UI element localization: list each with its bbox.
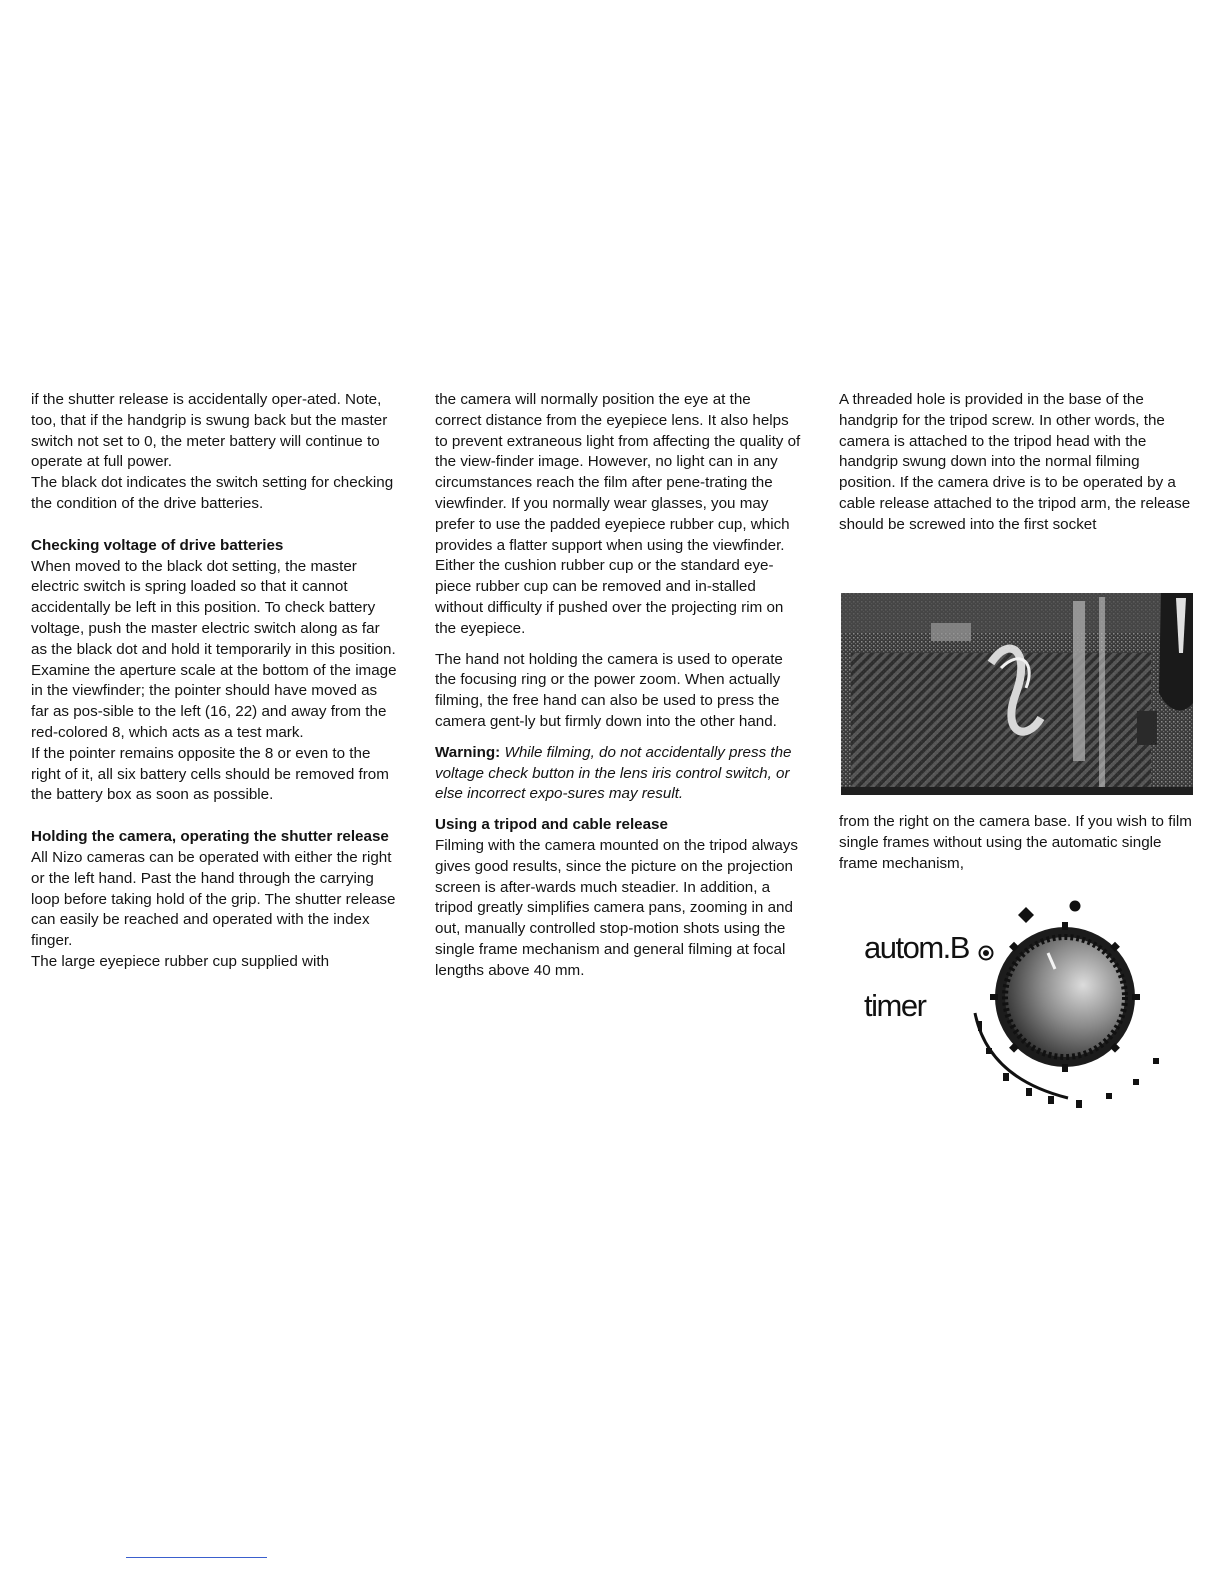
text-column-3	[839, 390, 1199, 536]
paragraph: A threaded hole is provided in the base of the handgrip for the tripod screw. In other words, the camera is attached to the tripod head with the handgrip swung down into the normal filming position. If the camera drive is to be operated by a cable release attached to the tripod arm, the release should be screwed into the first socket	[839, 391, 1191, 533]
dial-label-timer: timer	[864, 988, 926, 1023]
text-column-3-continued	[839, 812, 1199, 874]
paragraph: Filming with the camera mounted on the tripod always gives good results, since the picture on the projection screen is after-wards much steadier. In addition, a tripod greatly simplifies camera pans, zooming in and out, manually controlled stop-motion shots using the single frame mechanism and general filming at focal lengths above 40 mm.	[435, 836, 798, 979]
section-heading-tripod: Using a tripod and cable release	[435, 816, 668, 834]
camera-base-photo	[841, 593, 1193, 795]
warning-text: While filming, do not accidentally press the voltage check button in the lens iris control switch, or else incorrect expo-sures may result.	[435, 743, 792, 803]
text-column-1	[31, 390, 399, 973]
paragraph: the camera will normally position the eye at the correct distance from the eyepiece lens. It also helps to prevent extraneous light from affecting the quality of the view-finder image. However, no light can in any circumstances reach the film after pene-trating the viewfinder. If you normally wear glasses, you may prefer to use the padded eyepiece rubber cup, which provides a flatter support when using the viewfinder. Either the cushion rubber cup or the standard eye-piece rubber cup can be removed and in-stalled without difficulty if pushed over the projecting rim on the eyepiece.	[435, 391, 801, 637]
dial-label-autom: autom.B	[864, 930, 969, 965]
section-heading-battery-voltage: Checking voltage of drive batteries	[31, 536, 284, 554]
paragraph: All Nizo cameras can be operated with either the right or the left hand. Past the hand through the carrying loop before taking hold of the grip. The shutter release can easily be reached and operated with the index finger.	[31, 848, 396, 950]
section-heading-holding-camera: Holding the camera, operating the shutter release	[31, 828, 389, 846]
paragraph: When moved to the black dot setting, the master electric switch is spring loaded so that it cannot accidentally be left in this position. To check battery voltage, push the master electric switch along as far as the black dot and hold it temporarily in this position. Examine the aperture scale at the bottom of the image in the viewfinder; the pointer should have moved as far as pos-sible to the left (16, 22) and away from the red-colored 8, which acts as a test mark.	[31, 557, 397, 741]
paragraph: if the shutter release is accidentally oper-ated. Note, too, that if the handgrip is swung back but the master switch not set to 0, the meter battery will continue to operate at full power.	[31, 391, 388, 471]
paragraph: If the pointer remains opposite the 8 or even to the right of it, all six battery cells should be removed from the battery box as soon as possible.	[31, 744, 389, 804]
paragraph: from the right on the camera base. If you wish to film single frames without using the automatic single frame mechanism,	[839, 813, 1192, 872]
warning-paragraph	[435, 743, 801, 805]
warning-label: Warning:	[435, 743, 501, 761]
footer-rule	[126, 1557, 267, 1558]
paragraph: The large eyepiece rubber cup supplied with	[31, 952, 330, 970]
paragraph: The hand not holding the camera is used to operate the focusing ring or the power zoom. When actually filming, the free hand can also be used to press the camera gent-ly but firmly down into the other hand.	[435, 650, 783, 730]
paragraph: The black dot indicates the switch setting for checking the condition of the drive batteries.	[31, 474, 394, 512]
text-column-2	[435, 390, 801, 982]
